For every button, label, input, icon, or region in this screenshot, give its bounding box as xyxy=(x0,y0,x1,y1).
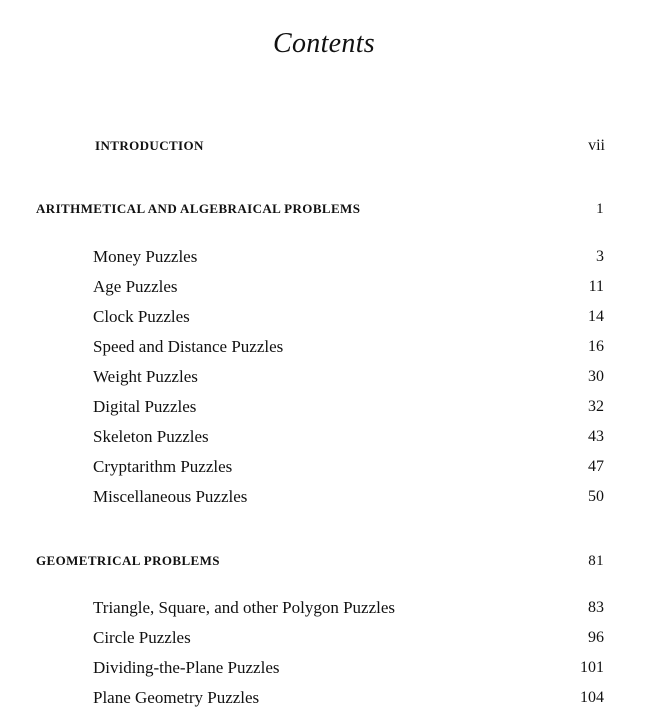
toc-entry[interactable] xyxy=(93,626,604,650)
toc-entry-label: Digital Puzzles xyxy=(93,397,197,416)
toc-introduction[interactable] xyxy=(95,134,605,158)
toc-entry-page: 96 xyxy=(588,629,604,646)
toc-entry-label: Weight Puzzles xyxy=(93,367,198,386)
toc-entry-label: Skeleton Puzzles xyxy=(93,427,209,446)
toc-entry[interactable] xyxy=(93,275,604,299)
toc-entry[interactable] xyxy=(93,335,604,359)
toc-entry[interactable] xyxy=(93,395,604,419)
toc-entry-label: Speed and Distance Puzzles xyxy=(93,337,284,356)
toc-entry-label: Miscellaneous Puzzles xyxy=(93,487,248,506)
toc-section-page: 81 xyxy=(588,553,604,569)
toc-entry[interactable] xyxy=(93,245,604,269)
toc-entry-label: Dividing-the-Plane Puzzles xyxy=(93,658,280,677)
toc-introduction-page: vii xyxy=(588,137,605,154)
toc-entry[interactable] xyxy=(93,656,604,680)
toc-entry-label: Clock Puzzles xyxy=(93,307,190,326)
toc-entry-page: 104 xyxy=(580,689,604,706)
toc-entry-label: Money Puzzles xyxy=(93,247,198,266)
toc-entry-page: 11 xyxy=(588,278,604,295)
toc-entry-page: 83 xyxy=(588,599,604,616)
toc-section-label: GEOMETRICAL PROBLEMS xyxy=(36,553,220,568)
toc-entry-page: 3 xyxy=(596,248,604,265)
toc-entry-page: 16 xyxy=(588,338,604,355)
toc-entry-page: 50 xyxy=(588,488,604,505)
toc-entry[interactable] xyxy=(93,686,604,710)
toc-entry-label: Cryptarithm Puzzles xyxy=(93,457,233,476)
toc-entry[interactable] xyxy=(93,596,604,620)
toc-entry-label: Triangle, Square, and other Polygon Puzzles xyxy=(93,598,396,617)
toc-section-label: ARITHMETICAL AND ALGEBRAICAL PROBLEMS xyxy=(36,201,361,216)
toc-entry-page: 43 xyxy=(588,428,604,445)
toc-entry-page: 101 xyxy=(580,659,604,676)
toc-entry-label: Plane Geometry Puzzles xyxy=(93,688,260,707)
toc-entry[interactable] xyxy=(93,425,604,449)
toc-section-page: 1 xyxy=(596,201,604,217)
toc-introduction-label: INTRODUCTION xyxy=(95,138,204,153)
toc-entry-page: 32 xyxy=(588,398,604,415)
page-title: Contents xyxy=(273,28,375,59)
toc-section-heading[interactable] xyxy=(36,197,604,221)
toc-entry[interactable] xyxy=(93,485,604,509)
toc-entry-page: 14 xyxy=(588,308,604,325)
toc-entry[interactable] xyxy=(93,305,604,329)
toc-entry[interactable] xyxy=(93,455,604,479)
toc-entry-page: 30 xyxy=(588,368,604,385)
toc-entry[interactable] xyxy=(93,365,604,389)
toc-entry-page: 47 xyxy=(588,458,604,475)
toc-entry-label: Circle Puzzles xyxy=(93,628,191,647)
toc-section-heading[interactable] xyxy=(36,549,604,573)
toc-entry-label: Age Puzzles xyxy=(93,277,178,296)
